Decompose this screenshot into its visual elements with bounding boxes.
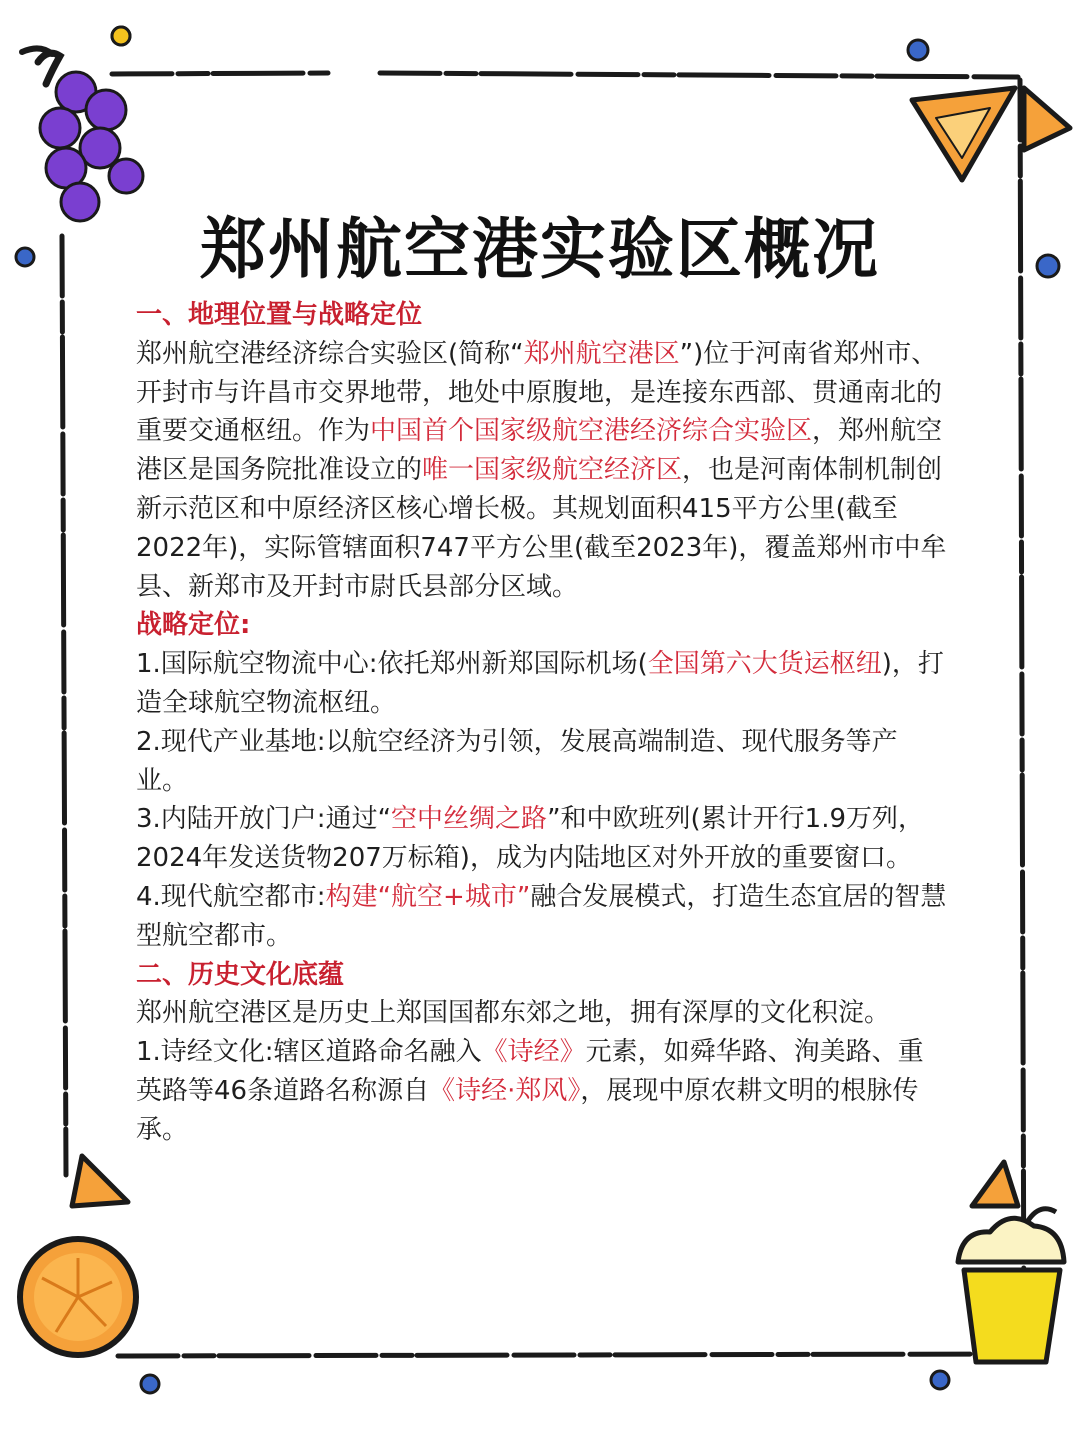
strategy-item-4 [136, 878, 948, 956]
history-item-1 [136, 1033, 948, 1149]
highlight-text: 全国第六大货运枢纽 [647, 649, 882, 680]
strategy-item-3 [136, 800, 948, 878]
geography-paragraph [136, 335, 948, 607]
text-run: 1.诗经文化:辖区道路命名融入 [136, 1037, 482, 1068]
section-heading-history: 二、历史文化底蕴 [136, 959, 345, 990]
orange-wedge-right-icon [972, 1162, 1018, 1206]
orange-icon [20, 1239, 136, 1355]
ice-cream-cup-icon [958, 1209, 1064, 1362]
yellow-dot [112, 27, 130, 45]
text-run: 1.国际航空物流中心:依托郑州新郑国际机场( [136, 649, 648, 680]
highlight-text: 《诗经·郑风》 [429, 1075, 581, 1106]
orange-slice-icon [912, 88, 1070, 180]
highlight-text: 唯一国家级航空经济区 [422, 455, 683, 486]
highlight-text: 郑州航空港区 [523, 338, 680, 369]
orange-wedge-icon [72, 1156, 128, 1206]
strategy-item-2 [136, 723, 948, 801]
text-run: 4.现代航空都市: [136, 881, 326, 912]
highlight-text: 构建“航空+城市” [325, 881, 531, 912]
section-heading-geography: 一、地理位置与战略定位 [136, 300, 423, 330]
highlight-text: 中国首个国家级航空港经济综合实验区 [370, 416, 813, 447]
text-run: 2.现代产业基地:以航空经济为引领，发展高端制造、现代服务等产业。 [136, 726, 898, 796]
text-run: )，打造全球航空物流枢纽。 [136, 649, 944, 718]
highlight-text: 空中丝绸之路 [391, 804, 548, 835]
text-run: 融合发展模式，打造生态宜居的智慧型航空都市。 [136, 881, 947, 951]
history-paragraph: 郑州航空港区是历史上郑国国都东郊之地，拥有深厚的文化积淀。 [136, 998, 891, 1029]
text-run: 元素，如舜华路、洵美路、重英路等46条道路名称源自 [136, 1037, 924, 1106]
page-title: 郑州航空港实验区概况 [200, 211, 880, 288]
text-run: ，也是河南体制机制创新示范区和中原经济区核心增长极。其规划面积415平方公里(截至2022年)，实际管辖面积747平方公里(截至2023年)，覆盖郑州市中牟县、新郑市及开封市尉氏县部分区域。 [136, 455, 947, 602]
text-run: 郑州航空港经济综合实验区(简称“ [136, 338, 524, 369]
strategy-item-1 [136, 645, 948, 723]
text-run: ，展现中原农耕文明的根脉传承。 [136, 1075, 919, 1145]
text-run: ”)位于河南省郑州市、开封市与许昌市交界地带，地处中原腹地，是连接东西部、贯通南北的重要交通枢纽。作为 [136, 338, 943, 447]
highlight-text: 《诗经》 [481, 1037, 586, 1068]
text-run: ，郑州航空港区是国务院批准设立的 [136, 416, 943, 486]
text-run: 3.内陆开放门户:通过“ [136, 804, 392, 835]
strategy-heading: 战略定位: [136, 610, 251, 641]
text-run: ”和中欧班列(累计开行1.9万列，2024年发送货物207万标箱)，成为内陆地区对外开放的重要窗口。 [136, 804, 925, 874]
article-body [136, 296, 948, 1150]
